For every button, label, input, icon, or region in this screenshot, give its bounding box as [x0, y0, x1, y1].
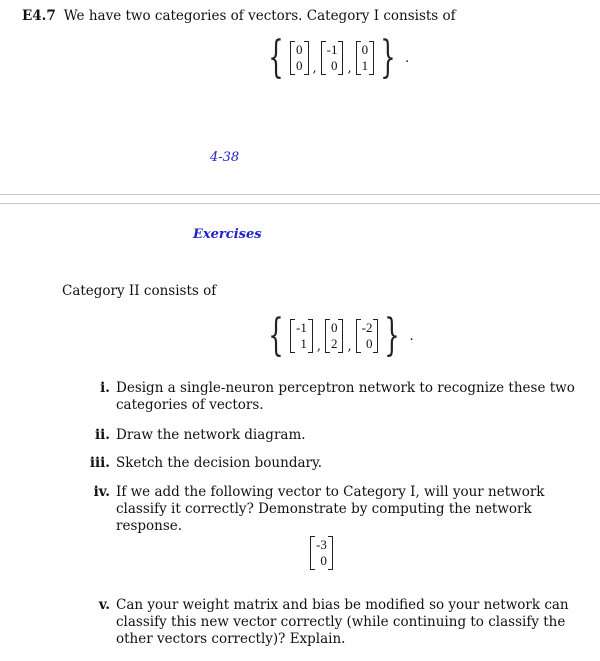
question-text: If we add the following vector to Category I, will your network classify it correctly? Demonstrate by computing the network response. [116, 484, 545, 534]
vector-entry: -1 [326, 42, 338, 57]
question-number: i. [100, 380, 110, 396]
vector [356, 319, 379, 353]
question-item [80, 380, 580, 414]
vector [310, 536, 333, 570]
category-2-vector-set: { -1 1 , 0 2 , -2 0 } . [268, 310, 414, 361]
vector-entry: 1 [300, 336, 307, 351]
category-1-vector-set: { 0 0 , -1 0 , 0 1 } . [268, 32, 410, 83]
set-terminator: . [405, 50, 410, 66]
vector [321, 41, 344, 75]
right-brace: } [380, 32, 396, 83]
question-text: Can your weight matrix and bias be modified so your network can classify this new vector correctly (while continuing to classify the other vectors correctly)? Explain. [116, 597, 569, 647]
left-brace: { [268, 310, 284, 361]
new-vector [310, 536, 333, 570]
question-number: iv. [93, 484, 110, 500]
question-item [80, 484, 580, 535]
question-text: Design a single-neuron perceptron network to recognize these two categories of vectors. [116, 380, 575, 413]
vector-entry: 0 [320, 553, 327, 568]
question-number: v. [98, 597, 110, 613]
category-2-intro: Category II consists of [62, 283, 217, 299]
set-terminator: . [409, 328, 414, 344]
question-item [80, 597, 580, 648]
vector-entry: -3 [316, 537, 327, 552]
page-number: 4-38 [210, 150, 240, 165]
vector-entry: 0 [361, 42, 369, 57]
vector-entry: -2 [361, 320, 373, 335]
vector [290, 41, 309, 75]
vector-entry: 0 [330, 58, 338, 73]
vector-entry: 0 [330, 320, 338, 335]
right-brace: } [384, 310, 401, 361]
vector-entry: 0 [296, 42, 303, 57]
question-item [80, 427, 580, 444]
question-text: Sketch the decision boundary. [116, 455, 323, 471]
problem-statement [22, 8, 456, 24]
section-title: Exercises [193, 227, 262, 242]
vector [290, 319, 313, 353]
question-number: ii. [95, 427, 110, 443]
vector-entry: -1 [296, 320, 307, 335]
question-item [80, 455, 580, 472]
problem-intro: We have two categories of vectors. Category I consists of [63, 8, 456, 24]
vector-entry: 2 [330, 336, 338, 351]
problem-number: E4.7 [22, 8, 56, 24]
page-divider [0, 203, 600, 204]
vector-entry: 0 [296, 58, 303, 73]
question-number: iii. [89, 455, 110, 471]
vector-entry: 1 [361, 58, 369, 73]
page-divider [0, 194, 600, 195]
vector [356, 41, 375, 75]
vector-entry: 0 [365, 336, 373, 351]
question-text: Draw the network diagram. [116, 427, 306, 443]
vector [325, 319, 344, 353]
left-brace: { [268, 32, 284, 83]
